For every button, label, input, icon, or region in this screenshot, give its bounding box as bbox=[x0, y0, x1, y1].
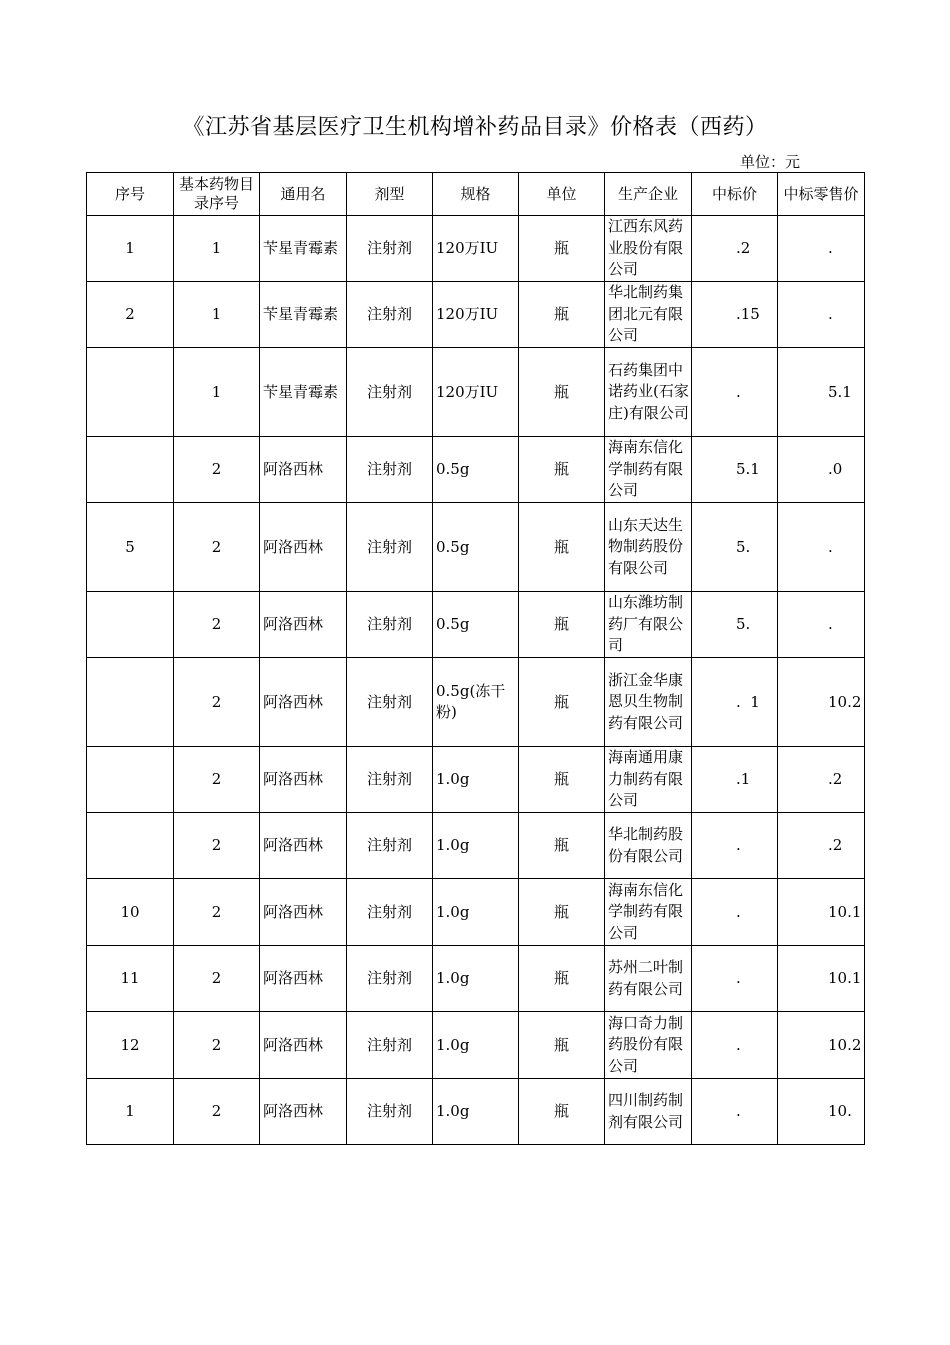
header-cell: 生产企业 bbox=[605, 173, 692, 216]
cell-spec: 1.0g bbox=[433, 879, 519, 946]
cell-manufacturer: 山东天达生物制药股份有限公司 bbox=[605, 503, 692, 592]
cell-base-no: 2 bbox=[174, 747, 260, 813]
cell-dosage-form: 注射剂 bbox=[347, 946, 433, 1012]
cell-bid-price: . bbox=[692, 946, 778, 1012]
cell-dosage-form: 注射剂 bbox=[347, 813, 433, 879]
cell-bid-price: 5. bbox=[692, 503, 778, 592]
cell-unit: 瓶 bbox=[519, 592, 605, 658]
table-row bbox=[87, 813, 865, 879]
cell-manufacturer: 山东潍坊制药厂有限公司 bbox=[605, 592, 692, 658]
cell-base-no: 2 bbox=[174, 879, 260, 946]
cell-no: 10 bbox=[87, 879, 174, 946]
cell-generic-name: 苄星青霉素 bbox=[260, 216, 347, 282]
cell-unit: 瓶 bbox=[519, 282, 605, 348]
cell-no bbox=[87, 658, 174, 747]
table-row bbox=[87, 216, 865, 282]
cell-retail-price: 10.1 bbox=[778, 946, 865, 1012]
page-title: 《江苏省基层医疗卫生机构增补药品目录》价格表（西药） bbox=[182, 115, 768, 140]
cell-retail-price: 10.2 bbox=[778, 1012, 865, 1079]
table-row bbox=[87, 348, 865, 437]
cell-spec: 0.5g(冻干粉) bbox=[433, 658, 519, 747]
cell-retail-price: 5.1 bbox=[778, 348, 865, 437]
cell-base-no: 1 bbox=[174, 348, 260, 437]
cell-manufacturer: 华北制药股份有限公司 bbox=[605, 813, 692, 879]
cell-manufacturer: 海口奇力制药股份有限公司 bbox=[605, 1012, 692, 1079]
cell-unit: 瓶 bbox=[519, 813, 605, 879]
header-cell: 通用名 bbox=[260, 173, 347, 216]
cell-spec: 0.5g bbox=[433, 592, 519, 658]
header-cell: 中标价 bbox=[692, 173, 778, 216]
cell-no bbox=[87, 813, 174, 879]
cell-base-no: 2 bbox=[174, 1079, 260, 1145]
cell-generic-name: 苄星青霉素 bbox=[260, 282, 347, 348]
cell-spec: 120万IU bbox=[433, 216, 519, 282]
header-cell: 单位 bbox=[519, 173, 605, 216]
cell-dosage-form: 注射剂 bbox=[347, 658, 433, 747]
cell-dosage-form: 注射剂 bbox=[347, 348, 433, 437]
cell-manufacturer: 浙江金华康恩贝生物制药有限公司 bbox=[605, 658, 692, 747]
cell-base-no: 2 bbox=[174, 658, 260, 747]
cell-manufacturer: 江西东风药业股份有限公司 bbox=[605, 216, 692, 282]
header-cell: 序号 bbox=[87, 173, 174, 216]
cell-bid-price: . bbox=[692, 348, 778, 437]
header-cell: 基本药物目录序号 bbox=[174, 173, 260, 216]
cell-unit: 瓶 bbox=[519, 437, 605, 503]
cell-generic-name: 苄星青霉素 bbox=[260, 348, 347, 437]
cell-base-no: 2 bbox=[174, 946, 260, 1012]
cell-unit: 瓶 bbox=[519, 747, 605, 813]
cell-unit: 瓶 bbox=[519, 503, 605, 592]
unit-label: 单位：元 bbox=[740, 153, 801, 171]
cell-manufacturer: 海南通用康力制药有限公司 bbox=[605, 747, 692, 813]
cell-bid-price: .2 bbox=[692, 216, 778, 282]
cell-retail-price: .2 bbox=[778, 747, 865, 813]
cell-generic-name: 阿洛西林 bbox=[260, 437, 347, 503]
cell-manufacturer: 四川制药制剂有限公司 bbox=[605, 1079, 692, 1145]
cell-dosage-form: 注射剂 bbox=[347, 503, 433, 592]
cell-retail-price: . bbox=[778, 216, 865, 282]
table-row bbox=[87, 1012, 865, 1079]
cell-base-no: 2 bbox=[174, 503, 260, 592]
cell-bid-price: . bbox=[692, 813, 778, 879]
cell-bid-price: .1 bbox=[692, 747, 778, 813]
cell-bid-price: 5.1 bbox=[692, 437, 778, 503]
cell-bid-price: . bbox=[692, 879, 778, 946]
cell-no: 1 bbox=[87, 1079, 174, 1145]
price-table bbox=[86, 172, 865, 1145]
cell-base-no: 2 bbox=[174, 437, 260, 503]
table-row bbox=[87, 592, 865, 658]
cell-retail-price: . bbox=[778, 282, 865, 348]
cell-retail-price: .2 bbox=[778, 813, 865, 879]
table-row bbox=[87, 1079, 865, 1145]
cell-retail-price: 10. bbox=[778, 1079, 865, 1145]
cell-dosage-form: 注射剂 bbox=[347, 282, 433, 348]
cell-no: 1 bbox=[87, 216, 174, 282]
cell-manufacturer: 石药集团中诺药业(石家庄)有限公司 bbox=[605, 348, 692, 437]
cell-bid-price: . bbox=[692, 1079, 778, 1145]
cell-retail-price: 10.2 bbox=[778, 658, 865, 747]
header-cell: 中标零售价 bbox=[778, 173, 865, 216]
cell-spec: 0.5g bbox=[433, 503, 519, 592]
cell-spec: 1.0g bbox=[433, 747, 519, 813]
cell-unit: 瓶 bbox=[519, 216, 605, 282]
table-row bbox=[87, 946, 865, 1012]
cell-no bbox=[87, 348, 174, 437]
table-row bbox=[87, 658, 865, 747]
cell-dosage-form: 注射剂 bbox=[347, 437, 433, 503]
cell-spec: 120万IU bbox=[433, 282, 519, 348]
cell-no bbox=[87, 592, 174, 658]
cell-no: 11 bbox=[87, 946, 174, 1012]
table-row bbox=[87, 879, 865, 946]
cell-retail-price: . bbox=[778, 503, 865, 592]
cell-dosage-form: 注射剂 bbox=[347, 879, 433, 946]
cell-unit: 瓶 bbox=[519, 1012, 605, 1079]
table-row bbox=[87, 282, 865, 348]
cell-manufacturer: 海南东信化学制药有限公司 bbox=[605, 437, 692, 503]
cell-generic-name: 阿洛西林 bbox=[260, 747, 347, 813]
cell-generic-name: 阿洛西林 bbox=[260, 813, 347, 879]
cell-manufacturer: 苏州二叶制药有限公司 bbox=[605, 946, 692, 1012]
cell-unit: 瓶 bbox=[519, 658, 605, 747]
cell-base-no: 1 bbox=[174, 216, 260, 282]
cell-no bbox=[87, 747, 174, 813]
table-row bbox=[87, 747, 865, 813]
cell-manufacturer: 华北制药集团北元有限公司 bbox=[605, 282, 692, 348]
header-cell: 规格 bbox=[433, 173, 519, 216]
cell-dosage-form: 注射剂 bbox=[347, 592, 433, 658]
cell-spec: 0.5g bbox=[433, 437, 519, 503]
cell-spec: 1.0g bbox=[433, 946, 519, 1012]
cell-spec: 1.0g bbox=[433, 1079, 519, 1145]
cell-bid-price: . 1 bbox=[692, 658, 778, 747]
cell-no bbox=[87, 437, 174, 503]
cell-spec: 1.0g bbox=[433, 1012, 519, 1079]
cell-no: 5 bbox=[87, 503, 174, 592]
cell-generic-name: 阿洛西林 bbox=[260, 946, 347, 1012]
cell-unit: 瓶 bbox=[519, 1079, 605, 1145]
table-row bbox=[87, 503, 865, 592]
cell-generic-name: 阿洛西林 bbox=[260, 503, 347, 592]
cell-base-no: 1 bbox=[174, 282, 260, 348]
cell-retail-price: 10.1 bbox=[778, 879, 865, 946]
table-row bbox=[87, 437, 865, 503]
cell-spec: 120万IU bbox=[433, 348, 519, 437]
cell-unit: 瓶 bbox=[519, 946, 605, 1012]
cell-unit: 瓶 bbox=[519, 348, 605, 437]
cell-no: 12 bbox=[87, 1012, 174, 1079]
cell-dosage-form: 注射剂 bbox=[347, 747, 433, 813]
cell-dosage-form: 注射剂 bbox=[347, 216, 433, 282]
cell-generic-name: 阿洛西林 bbox=[260, 592, 347, 658]
cell-generic-name: 阿洛西林 bbox=[260, 1012, 347, 1079]
cell-spec: 1.0g bbox=[433, 813, 519, 879]
cell-no: 2 bbox=[87, 282, 174, 348]
header-row bbox=[87, 173, 865, 216]
cell-generic-name: 阿洛西林 bbox=[260, 1079, 347, 1145]
header-cell: 剂型 bbox=[347, 173, 433, 216]
cell-bid-price: . bbox=[692, 1012, 778, 1079]
cell-base-no: 2 bbox=[174, 592, 260, 658]
cell-generic-name: 阿洛西林 bbox=[260, 879, 347, 946]
cell-retail-price: .0 bbox=[778, 437, 865, 503]
cell-generic-name: 阿洛西林 bbox=[260, 658, 347, 747]
cell-bid-price: .15 bbox=[692, 282, 778, 348]
cell-bid-price: 5. bbox=[692, 592, 778, 658]
cell-base-no: 2 bbox=[174, 813, 260, 879]
cell-manufacturer: 海南东信化学制药有限公司 bbox=[605, 879, 692, 946]
cell-dosage-form: 注射剂 bbox=[347, 1079, 433, 1145]
cell-retail-price: . bbox=[778, 592, 865, 658]
cell-dosage-form: 注射剂 bbox=[347, 1012, 433, 1079]
cell-base-no: 2 bbox=[174, 1012, 260, 1079]
cell-unit: 瓶 bbox=[519, 879, 605, 946]
